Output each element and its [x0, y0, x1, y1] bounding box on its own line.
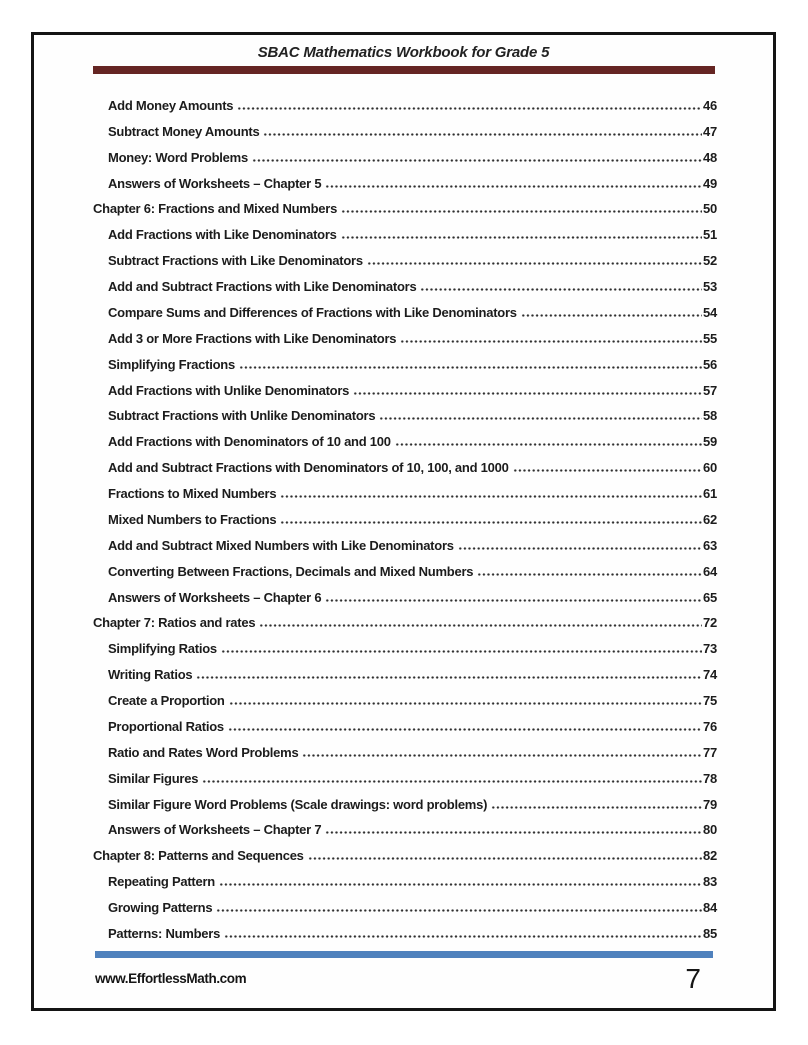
- toc-entry-label: Chapter 7: Ratios and rates: [93, 615, 256, 631]
- toc-entry: [93, 919, 717, 945]
- dot-leader: [420, 272, 701, 298]
- toc-entry-label: Chapter 8: Patterns and Sequences: [93, 848, 304, 864]
- toc-entry-page-number: 62: [702, 511, 717, 527]
- toc-entry-label: Similar Figure Word Problems (Scale drawings: word problems): [108, 796, 488, 812]
- toc-entry: [93, 246, 717, 272]
- toc-entry-page-number: 84: [702, 900, 717, 915]
- toc-entry: [93, 350, 717, 376]
- dot-leader: [477, 557, 702, 583]
- toc-entry-label: Compare Sums and Differences of Fractions with Like Denominators: [108, 304, 517, 320]
- toc-entry-page-number: 74: [702, 667, 717, 683]
- toc-entry: [93, 557, 717, 583]
- toc-entry-label: Money: Word Problems: [108, 149, 248, 165]
- toc-entry-label: Patterns: Numbers: [108, 925, 221, 941]
- toc-entry-label: Add and Subtract Fractions with Like Denominators: [108, 279, 417, 294]
- toc-entry: [93, 686, 717, 712]
- dot-leader: [341, 220, 702, 246]
- dot-leader: [224, 919, 702, 945]
- toc-entry-label: Fractions to Mixed Numbers: [108, 486, 277, 501]
- toc-entry-label: Simplifying Ratios: [108, 641, 217, 657]
- toc-entry-page-number: 47: [702, 123, 717, 139]
- toc-entry-page-number: 72: [702, 615, 717, 631]
- page-content-area: [34, 35, 773, 1008]
- toc-entry-page-number: 57: [702, 382, 717, 398]
- toc-entry-label: Similar Figures: [108, 770, 199, 786]
- toc-entry-label: Simplifying Fractions: [108, 356, 235, 372]
- toc-entry-label: Answers of Worksheets – Chapter 7: [108, 822, 322, 838]
- toc-entry-label: Mixed Numbers to Fractions: [108, 511, 277, 527]
- toc-entry-page-number: 46: [702, 97, 717, 113]
- dot-leader: [513, 453, 702, 479]
- dot-leader: [259, 609, 702, 635]
- toc-entry-page-number: 56: [702, 356, 717, 372]
- footer-website-text: www.EffortlessMath.com: [95, 971, 247, 986]
- toc-entry-page-number: 49: [702, 175, 717, 191]
- toc-entry: [93, 117, 717, 143]
- dot-leader: [491, 790, 702, 816]
- toc-entry-page-number: 65: [702, 589, 717, 605]
- toc-entry-label: Proportional Ratios: [108, 718, 224, 734]
- dot-leader: [353, 376, 702, 402]
- toc-entry-label: Add Fractions with Like Denominators: [108, 227, 337, 243]
- toc-entry-page-number: 63: [702, 537, 717, 553]
- toc-entry-label: Growing Patterns: [108, 900, 213, 915]
- toc-entry-label: Add Money Amounts: [108, 97, 234, 113]
- toc-entry-label: Create a Proportion: [108, 693, 225, 708]
- toc-entry: [93, 427, 717, 453]
- document-page: [31, 32, 776, 1011]
- toc-entry: [93, 583, 717, 609]
- dot-leader: [237, 91, 702, 117]
- toc-entry-page-number: 76: [702, 718, 717, 734]
- page-header-title: SBAC Mathematics Workbook for Grade 5: [257, 44, 550, 61]
- dot-leader: [521, 298, 702, 324]
- toc-entry-label: Add and Subtract Fractions with Denominators of 10, 100, and 1000: [108, 460, 509, 476]
- toc-entry-label: Answers of Worksheets – Chapter 5: [108, 175, 322, 191]
- dot-leader: [252, 143, 702, 169]
- toc-entry-label: Ratio and Rates Word Problems: [108, 744, 299, 760]
- toc-entry: [93, 505, 717, 531]
- toc-entry-page-number: 79: [702, 796, 717, 812]
- dot-leader: [221, 634, 702, 660]
- toc-entry: [93, 220, 717, 246]
- toc-entry: [93, 893, 717, 919]
- dot-leader: [395, 427, 702, 453]
- toc-entry: [93, 764, 717, 790]
- toc-entry-page-number: 64: [702, 563, 717, 579]
- toc-entry: [93, 453, 717, 479]
- toc-entry-page-number: 52: [702, 253, 717, 269]
- toc-entry-label: Subtract Fractions with Unlike Denominators: [108, 408, 376, 424]
- toc-entry-page-number: 80: [702, 822, 717, 838]
- toc-entry: [93, 195, 717, 221]
- toc-entry: [93, 143, 717, 169]
- toc-entry-page-number: 85: [702, 925, 717, 941]
- toc-entry: [93, 376, 717, 402]
- toc-entry: [93, 660, 717, 686]
- toc-entry-label: Chapter 6: Fractions and Mixed Numbers: [93, 201, 338, 217]
- dot-leader: [196, 660, 702, 686]
- footer-page-number: 7: [685, 963, 701, 994]
- dot-leader: [379, 402, 702, 428]
- toc-entry-page-number: 53: [702, 279, 717, 294]
- toc-entry: [93, 609, 717, 635]
- toc-entry-page-number: 48: [702, 149, 717, 165]
- dot-leader: [302, 738, 702, 764]
- dot-leader: [325, 169, 702, 195]
- dot-leader: [216, 893, 702, 919]
- dot-leader: [325, 816, 702, 842]
- toc-entry-page-number: 61: [702, 486, 717, 501]
- toc-entry: [93, 634, 717, 660]
- toc-entry-page-number: 54: [702, 304, 717, 320]
- dot-leader: [239, 350, 702, 376]
- toc-entry: [93, 402, 717, 428]
- toc-entry: [93, 816, 717, 842]
- toc-entry-label: Answers of Worksheets – Chapter 6: [108, 589, 322, 605]
- toc-entry-page-number: 55: [702, 330, 717, 346]
- toc-entry-page-number: 60: [702, 460, 717, 476]
- toc-entry-page-number: 75: [702, 693, 717, 708]
- dot-leader: [228, 712, 702, 738]
- dot-leader: [202, 764, 702, 790]
- dot-leader: [280, 505, 702, 531]
- dot-leader: [219, 867, 702, 893]
- toc-entry-page-number: 82: [702, 848, 717, 864]
- toc-entry-label: Subtract Money Amounts: [108, 123, 260, 139]
- toc-entry: [93, 531, 717, 557]
- toc-entry-label: Subtract Fractions with Like Denominators: [108, 253, 363, 269]
- toc-entry: [93, 867, 717, 893]
- toc-entry: [93, 91, 717, 117]
- dot-leader: [308, 841, 702, 867]
- toc-entry-label: Add Fractions with Unlike Denominators: [108, 382, 350, 398]
- toc-entry-page-number: 77: [702, 744, 717, 760]
- toc-entry: [93, 169, 717, 195]
- toc-entry-page-number: 73: [702, 641, 717, 657]
- toc-entry: [93, 841, 717, 867]
- dot-leader: [458, 531, 702, 557]
- toc-entry-page-number: 58: [702, 408, 717, 424]
- dot-leader: [325, 583, 702, 609]
- toc-entry: [93, 298, 717, 324]
- toc-entry: [93, 272, 717, 298]
- toc-entry: [93, 479, 717, 505]
- header-rule: [93, 66, 715, 74]
- toc-entry-page-number: 51: [702, 227, 717, 243]
- dot-leader: [400, 324, 702, 350]
- toc-entry-label: Repeating Pattern: [108, 874, 215, 890]
- toc-entry-label: Writing Ratios: [108, 667, 193, 683]
- dot-leader: [263, 117, 701, 143]
- toc-entry: [93, 790, 717, 816]
- toc-entry-label: Add 3 or More Fractions with Like Denominators: [108, 330, 397, 346]
- toc-entry: [93, 712, 717, 738]
- toc-entry: [93, 738, 717, 764]
- toc-entry-page-number: 78: [702, 770, 717, 786]
- toc-entry-page-number: 59: [702, 434, 717, 450]
- dot-leader: [341, 195, 702, 221]
- footer-rule: [95, 951, 713, 958]
- dot-leader: [229, 686, 702, 712]
- dot-leader: [367, 246, 702, 272]
- toc-entry-page-number: 83: [702, 874, 717, 890]
- toc-entry-label: Add Fractions with Denominators of 10 and 100: [108, 434, 391, 450]
- toc-entry-page-number: 50: [702, 201, 717, 217]
- toc-entry-label: Converting Between Fractions, Decimals and Mixed Numbers: [108, 563, 474, 579]
- toc-entry-label: Add and Subtract Mixed Numbers with Like Denominators: [108, 537, 454, 553]
- dot-leader: [280, 479, 702, 505]
- toc-entry: [93, 324, 717, 350]
- table-of-contents: [93, 91, 717, 945]
